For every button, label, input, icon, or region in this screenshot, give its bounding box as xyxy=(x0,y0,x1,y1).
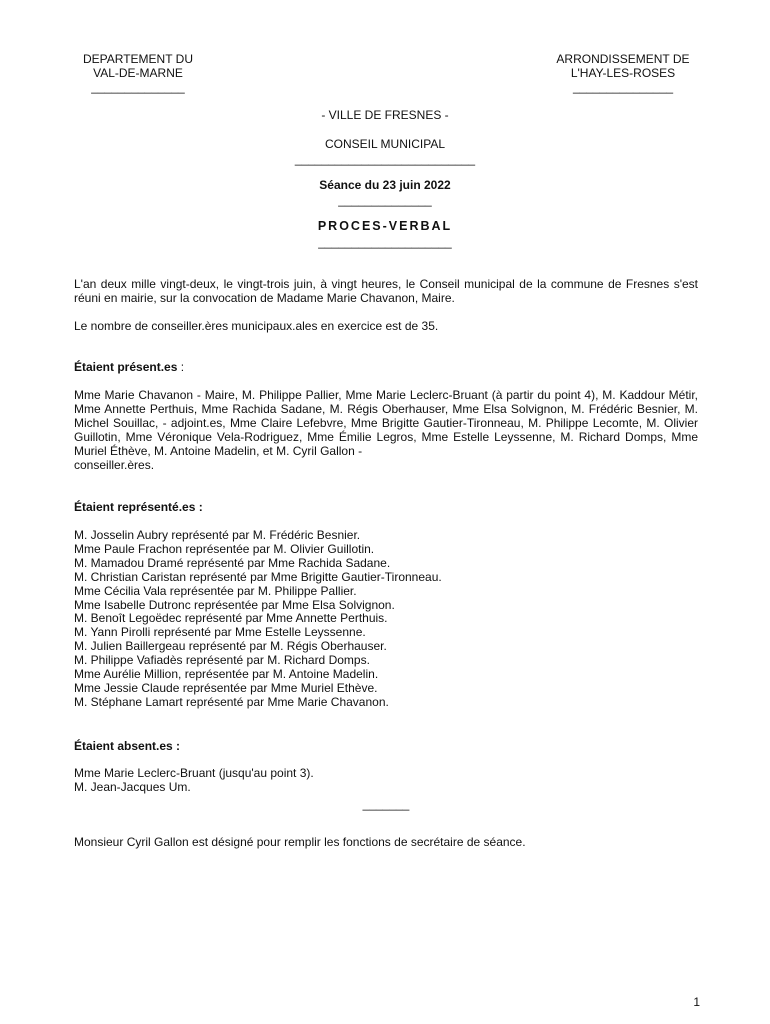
header-right-rule: _______________ xyxy=(572,80,674,94)
list-item: Mme Aurélie Million, représentée par M. Antoine Madelin. xyxy=(74,667,379,682)
list-item: Mme Paule Frachon représentée par M. Olivier Guillotin. xyxy=(74,541,375,556)
presents-heading-suffix: : xyxy=(177,360,185,374)
section-separator: _______ xyxy=(362,797,410,811)
title-conseil: CONSEIL MUNICIPAL xyxy=(324,137,446,151)
presents-heading-text: Étaient présent.es xyxy=(74,360,178,374)
header-right-line1: ARRONDISSEMENT DE xyxy=(556,52,690,66)
list-item: Mme Jessie Claude représentée par Mme Muriel Ethève. xyxy=(74,680,378,695)
intro-paragraph-1: L'an deux mille vingt-deux, le vingt-trois juin, à vingt heures, le Conseil municipal de la commune de Fresnes s'est réuni en mairie, sur la convocation de Madame Marie Chavanon, Maire. xyxy=(74,277,698,305)
header-right-line2: L'HAY-LES-ROSES xyxy=(570,66,676,80)
title-seance-rule: ______________ xyxy=(338,193,432,207)
represents-heading: Étaient représenté.es : xyxy=(74,500,203,514)
title-conseil-rule: ___________________________ xyxy=(294,152,476,166)
title-ville: - VILLE DE FRESNES - xyxy=(321,108,449,122)
title-pv-rule: ____________________ xyxy=(318,235,452,249)
presents-last-line: conseiller.ères. xyxy=(74,458,155,472)
secretaire-paragraph: Monsieur Cyril Gallon est désigné pour remplir les fonctions de secrétaire de séance. xyxy=(74,835,526,849)
presents-heading xyxy=(74,360,184,374)
list-item: M. Stéphane Lamart représenté par Mme Marie Chavanon. xyxy=(74,694,389,709)
presents-paragraph xyxy=(74,388,698,472)
header-left-line1: DEPARTEMENT DU xyxy=(82,52,193,66)
presents-text: Mme Marie Chavanon - Maire, M. Philippe Pallier, Mme Marie Leclerc-Bruant (à partir du point 4), M. Kaddour Métir, Mme Annette Perthuis, Mme Rachida Sadane, M. Régis Oberhauser, Mme Elsa Solvignon, M. Frédéric Besnier, M. Michel Souillac, - adjoint.es, Mme Claire Lefebvre, Mme Brigitte Gautier-Tironneau, M. Philippe Lecomte, M. Olivier Guillotin, Mme Véronique Vela-Rodriguez, Mme Émilie Legros, Mme Estelle Leyssenne, M. Richard Domps, Mme Muriel Éthève, M. Antoine Madelin, et M. Cyril Gallon - xyxy=(74,388,698,458)
intro-paragraph-2: Le nombre de conseiller.ères municipaux.ales en exercice est de 35. xyxy=(74,319,439,333)
list-item: M. Philippe Vafiadès représenté par M. Richard Domps. xyxy=(74,653,370,668)
list-item: Mme Cécilia Vala représentée par M. Philippe Pallier. xyxy=(74,583,357,598)
list-item: M. Julien Baillergeau représenté par M. Régis Oberhauser. xyxy=(74,639,387,654)
title-proces-verbal: PROCES-VERBAL xyxy=(317,219,453,233)
list-item: Mme Isabelle Dutronc représentée par Mme Elsa Solvignon. xyxy=(74,597,395,612)
header-arrondissement xyxy=(542,52,704,94)
page-number: 1 xyxy=(693,995,700,1009)
absents-heading: Étaient absent.es : xyxy=(74,739,181,753)
title-seance: Séance du 23 juin 2022 xyxy=(319,178,451,192)
list-item: Mme Marie Leclerc-Bruant (jusqu'au point 3). xyxy=(74,766,314,780)
list-item: M. Christian Caristan représenté par Mme Brigitte Gautier-Tironneau. xyxy=(74,569,442,584)
header-departement xyxy=(62,52,214,94)
list-item: M. Mamadou Dramé représenté par Mme Rachida Sadane. xyxy=(74,555,391,570)
absents-list xyxy=(74,767,714,795)
list-item: M. Benoît Legoëdec représenté par Mme Annette Perthuis. xyxy=(74,611,388,626)
list-item: M. Josselin Aubry représenté par M. Frédéric Besnier. xyxy=(74,528,361,542)
list-item: M. Yann Pirolli représenté par Mme Estelle Leyssenne. xyxy=(74,625,366,640)
list-item: M. Jean-Jacques Um. xyxy=(74,779,191,794)
header-left-line2: VAL-DE-MARNE xyxy=(93,66,183,80)
represents-list xyxy=(74,529,714,710)
header-left-rule: ______________ xyxy=(91,80,185,94)
